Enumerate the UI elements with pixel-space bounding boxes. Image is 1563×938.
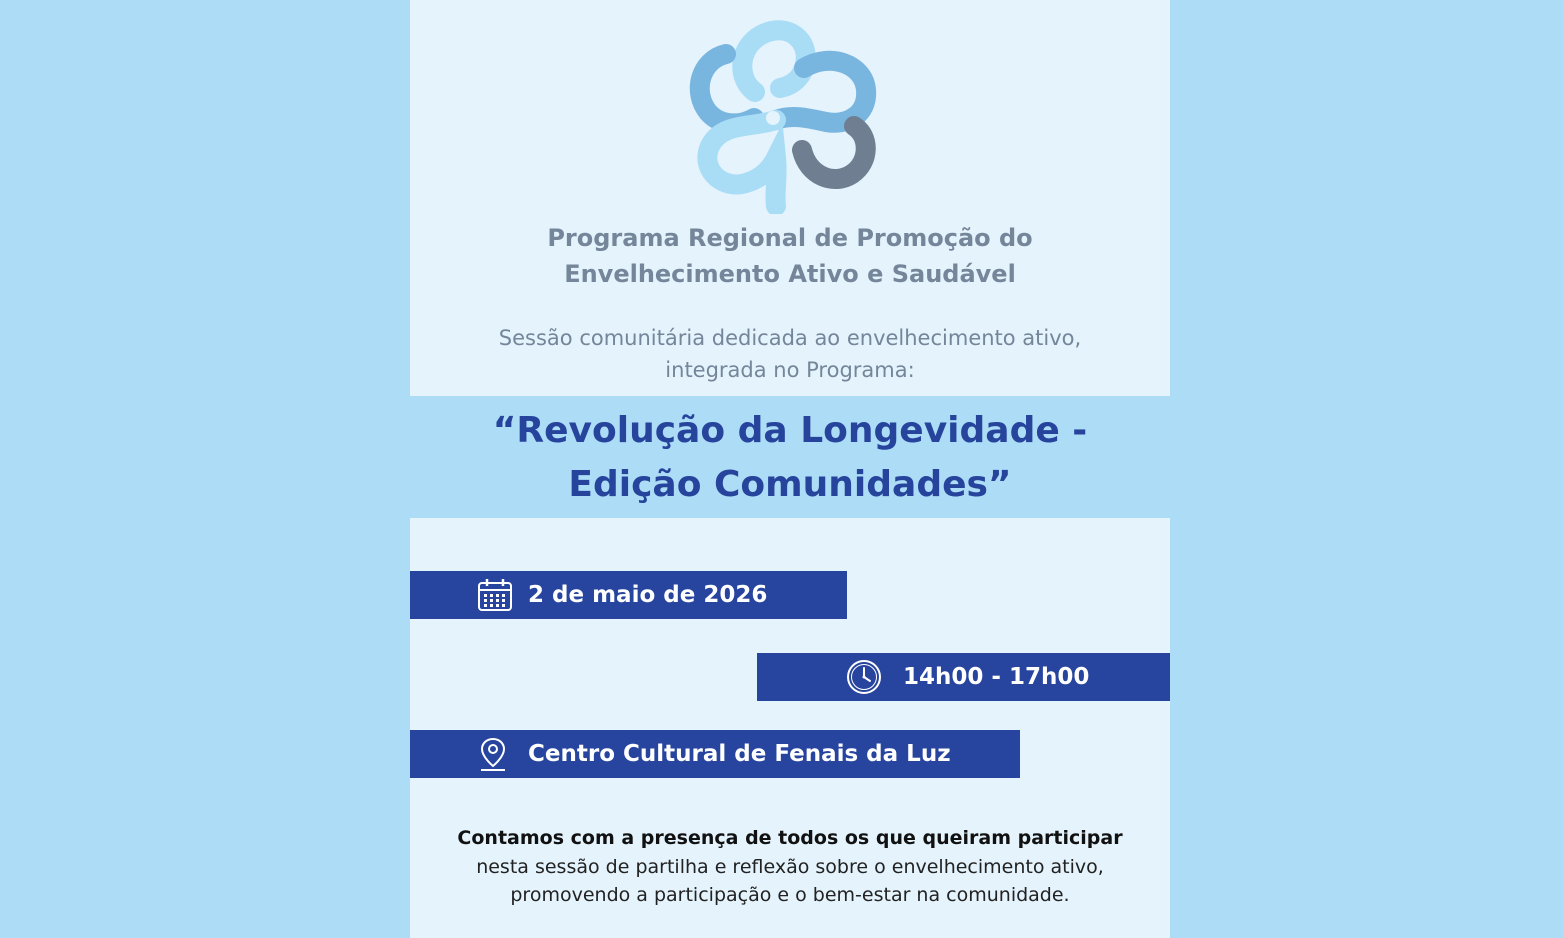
calendar-icon — [476, 576, 514, 614]
map-pin-icon — [474, 735, 512, 773]
program-logo — [680, 18, 880, 214]
event-poster — [410, 0, 1170, 938]
closing-line3: promovendo a participação e o bem-estar na comunidade. — [510, 884, 1070, 906]
event-date: 2 de maio de 2026 — [528, 582, 768, 608]
event-time: 14h00 - 17h00 — [903, 664, 1090, 690]
event-title-line2: Edição Comunidades” — [568, 464, 1012, 505]
program-title-line1: Programa Regional de Promoção do — [547, 224, 1033, 252]
time-bar — [757, 653, 1170, 701]
event-title-line1: “Revolução da Longevidade - — [492, 410, 1088, 451]
event-title — [410, 404, 1170, 512]
event-location: Centro Cultural de Fenais da Luz — [528, 741, 951, 767]
closing-line2: nesta sessão de partilha e reflexão sobre o envelhecimento ativo, — [476, 855, 1104, 878]
program-title-line2: Envelhecimento Ativo e Saudável — [564, 260, 1016, 288]
intro-text — [410, 322, 1170, 386]
date-bar — [410, 571, 847, 619]
closing-text — [410, 824, 1170, 910]
intro-line2: integrada no Programa: — [665, 358, 915, 382]
location-bar — [410, 730, 1020, 778]
clock-icon — [845, 658, 883, 696]
intro-line1: Sessão comunitária dedicada ao envelhecimento ativo, — [498, 326, 1082, 350]
closing-bold-line: Contamos com a presença de todos os que queiram participar — [457, 827, 1123, 849]
program-title — [410, 220, 1170, 292]
